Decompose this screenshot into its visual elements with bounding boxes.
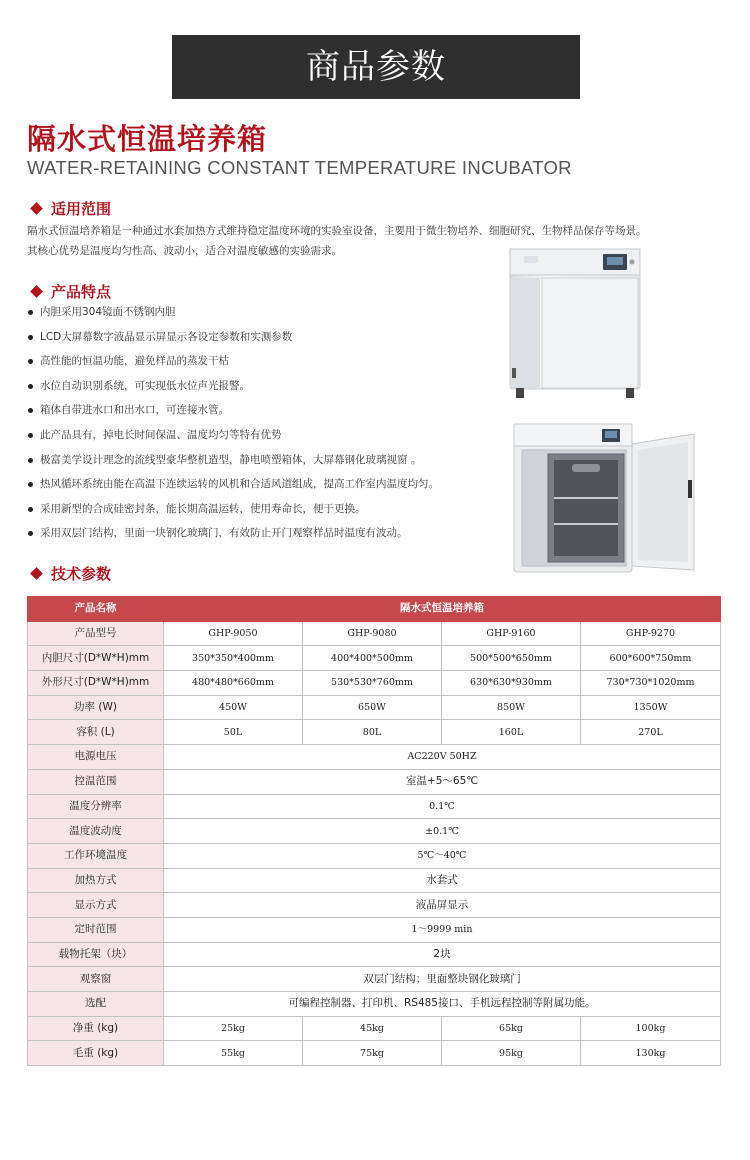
bullet-dot-icon bbox=[28, 359, 33, 364]
feature-item bbox=[27, 427, 507, 452]
feature-item bbox=[27, 378, 507, 403]
bullet-dot-icon bbox=[28, 310, 33, 315]
cell-value: 65kg bbox=[442, 1016, 581, 1041]
table-row bbox=[28, 917, 721, 942]
cell-value: 450W bbox=[164, 695, 303, 720]
cell-value: 液晶屏显示 bbox=[164, 893, 721, 918]
cell-value: 500*500*650mm bbox=[442, 646, 581, 671]
row-label: 载物托架（块） bbox=[28, 942, 164, 967]
cell-value: GHP-9160 bbox=[442, 621, 581, 646]
row-label: 产品型号 bbox=[28, 621, 164, 646]
diamond-bullet-icon bbox=[30, 567, 43, 580]
row-label: 温度分辨率 bbox=[28, 794, 164, 819]
cell-value: 75kg bbox=[303, 1041, 442, 1066]
row-label: 内胆尺寸(D*W*H)mm bbox=[28, 646, 164, 671]
table-row bbox=[28, 819, 721, 844]
cell-value: 650W bbox=[303, 695, 442, 720]
scope-line: 其核心优势是温度均匀性高、波动小，适合对温度敏感的实验需求。 bbox=[27, 245, 342, 257]
bullet-dot-icon bbox=[28, 384, 33, 389]
cell-value: 130kg bbox=[581, 1041, 721, 1066]
table-header-row bbox=[28, 597, 721, 622]
feature-item bbox=[27, 525, 507, 550]
cell-value: 480*480*660mm bbox=[164, 671, 303, 696]
cell-value: 270L bbox=[581, 720, 721, 745]
feature-text: 高性能的恒温功能，避免样品的蒸发干枯 bbox=[40, 355, 229, 368]
feature-item bbox=[27, 329, 507, 354]
cell-value: AC220V 50HZ bbox=[164, 745, 721, 770]
cell-value: GHP-9080 bbox=[303, 621, 442, 646]
table-row bbox=[28, 671, 721, 696]
table-row bbox=[28, 621, 721, 646]
row-label: 电源电压 bbox=[28, 745, 164, 770]
feature-item bbox=[27, 353, 507, 378]
cell-value: 630*630*930mm bbox=[442, 671, 581, 696]
row-label: 定时范围 bbox=[28, 917, 164, 942]
cell-value: 95kg bbox=[442, 1041, 581, 1066]
table-row bbox=[28, 745, 721, 770]
header-banner: 商品参数 bbox=[172, 35, 580, 99]
diamond-bullet-icon bbox=[30, 202, 43, 215]
bullet-dot-icon bbox=[28, 408, 33, 413]
feature-text: 采用双层门结构，里面一块钢化玻璃门，有效防止开门观察样品时温度有波动。 bbox=[40, 527, 408, 540]
row-label: 温度波动度 bbox=[28, 819, 164, 844]
section-features-heading bbox=[27, 281, 111, 302]
cell-value: GHP-9050 bbox=[164, 621, 303, 646]
table-row bbox=[28, 695, 721, 720]
table-row bbox=[28, 794, 721, 819]
bullet-dot-icon bbox=[28, 531, 33, 536]
cell-value: 5℃～40℃ bbox=[164, 843, 721, 868]
feature-list bbox=[27, 304, 507, 550]
cell-value: 160L bbox=[442, 720, 581, 745]
bullet-dot-icon bbox=[28, 433, 33, 438]
cell-value: 80L bbox=[303, 720, 442, 745]
product-title-en: WATER-RETAINING CONSTANT TEMPERATURE INCUBATOR bbox=[27, 157, 572, 178]
table-row bbox=[28, 720, 721, 745]
cell-value: 600*600*750mm bbox=[581, 646, 721, 671]
feature-item bbox=[27, 304, 507, 329]
bullet-dot-icon bbox=[28, 482, 33, 487]
table-row bbox=[28, 1041, 721, 1066]
row-label: 控温范围 bbox=[28, 769, 164, 794]
table-row bbox=[28, 868, 721, 893]
table-row bbox=[28, 893, 721, 918]
cell-value: 双层门结构；里面整块钢化玻璃门 bbox=[164, 967, 721, 992]
spec-table bbox=[27, 596, 721, 1066]
feature-text: 热风循环系统由能在高温下连续运转的风机和合适风道组成，提高工作室内温度均匀。 bbox=[40, 478, 439, 491]
cell-value: 850W bbox=[442, 695, 581, 720]
section-specs-heading bbox=[27, 563, 111, 584]
table-row bbox=[28, 992, 721, 1017]
feature-text: 此产品具有，掉电长时间保温、温度均匀等特有优势 bbox=[40, 428, 282, 441]
cell-value: 45kg bbox=[303, 1016, 442, 1041]
section-scope-heading bbox=[27, 198, 111, 219]
cell-value: ±0.1℃ bbox=[164, 819, 721, 844]
product-title-cn: 隔水式恒温培养箱 bbox=[27, 122, 268, 156]
section-features-title: 产品特点 bbox=[51, 283, 112, 301]
feature-item bbox=[27, 402, 507, 427]
table-row bbox=[28, 1016, 721, 1041]
cell-value: 25kg bbox=[164, 1016, 303, 1041]
feature-text: 极富美学设计理念的流线型豪华整机造型，静电喷塑箱体，大屏幕钢化玻璃视窗 。 bbox=[40, 453, 422, 466]
cell-value: 1350W bbox=[581, 695, 721, 720]
cell-value: 350*350*400mm bbox=[164, 646, 303, 671]
cell-value: 730*730*1020mm bbox=[581, 671, 721, 696]
cell-value: 55kg bbox=[164, 1041, 303, 1066]
row-label: 加热方式 bbox=[28, 868, 164, 893]
incubator-closed-image bbox=[508, 246, 646, 404]
feature-text: 采用新型的合成硅密封条，能长期高温运转，使用寿命长，便于更换。 bbox=[40, 502, 366, 515]
table-row bbox=[28, 769, 721, 794]
feature-item bbox=[27, 476, 507, 501]
cell-value: 50L bbox=[164, 720, 303, 745]
table-row bbox=[28, 967, 721, 992]
feature-text: 水位自动识别系统，可实现低水位声光报警。 bbox=[40, 379, 250, 392]
feature-text: 箱体自带进水口和出水口，可连接水管。 bbox=[40, 404, 229, 417]
row-label: 毛重 (kg) bbox=[28, 1041, 164, 1066]
cell-value: 0.1℃ bbox=[164, 794, 721, 819]
table-header-value: 隔水式恒温培养箱 bbox=[164, 597, 721, 622]
row-label: 容积 (L) bbox=[28, 720, 164, 745]
row-label: 净重 (kg) bbox=[28, 1016, 164, 1041]
row-label: 外形尺寸(D*W*H)mm bbox=[28, 671, 164, 696]
cell-value: 水套式 bbox=[164, 868, 721, 893]
cell-value: 530*530*760mm bbox=[303, 671, 442, 696]
diamond-bullet-icon bbox=[30, 285, 43, 298]
row-label: 功率 (W) bbox=[28, 695, 164, 720]
row-label: 工作环境温度 bbox=[28, 843, 164, 868]
bullet-dot-icon bbox=[28, 507, 33, 512]
cell-value: 可编程控制器、打印机、RS485接口、手机远程控制等附属功能。 bbox=[164, 992, 721, 1017]
incubator-open-image bbox=[512, 420, 697, 578]
cell-value: GHP-9270 bbox=[581, 621, 721, 646]
table-row bbox=[28, 942, 721, 967]
section-scope-title: 适用范围 bbox=[51, 200, 112, 218]
scope-line: 隔水式恒温培养箱是一种通过水套加热方式维持稳定温度环境的实验室设备，主要用于微生物培养、细胞研究、生物样品保存等场景。 bbox=[27, 225, 647, 237]
cell-value: 1～9999 min bbox=[164, 917, 721, 942]
cell-value: 室温+5～65℃ bbox=[164, 769, 721, 794]
row-label: 显示方式 bbox=[28, 893, 164, 918]
bullet-dot-icon bbox=[28, 458, 33, 463]
table-header-label: 产品名称 bbox=[28, 597, 164, 622]
row-label: 选配 bbox=[28, 992, 164, 1017]
feature-text: LCD大屏幕数字液晶显示屏显示各设定参数和实测参数 bbox=[40, 330, 293, 343]
feature-text: 内胆采用304镜面不锈钢内胆 bbox=[40, 306, 176, 318]
row-label: 观察窗 bbox=[28, 967, 164, 992]
table-row bbox=[28, 843, 721, 868]
section-specs-title: 技术参数 bbox=[51, 565, 112, 583]
cell-value: 2块 bbox=[164, 942, 721, 967]
cell-value: 100kg bbox=[581, 1016, 721, 1041]
bullet-dot-icon bbox=[28, 335, 33, 340]
cell-value: 400*400*500mm bbox=[303, 646, 442, 671]
feature-item bbox=[27, 452, 507, 477]
feature-item bbox=[27, 501, 507, 526]
table-row bbox=[28, 646, 721, 671]
